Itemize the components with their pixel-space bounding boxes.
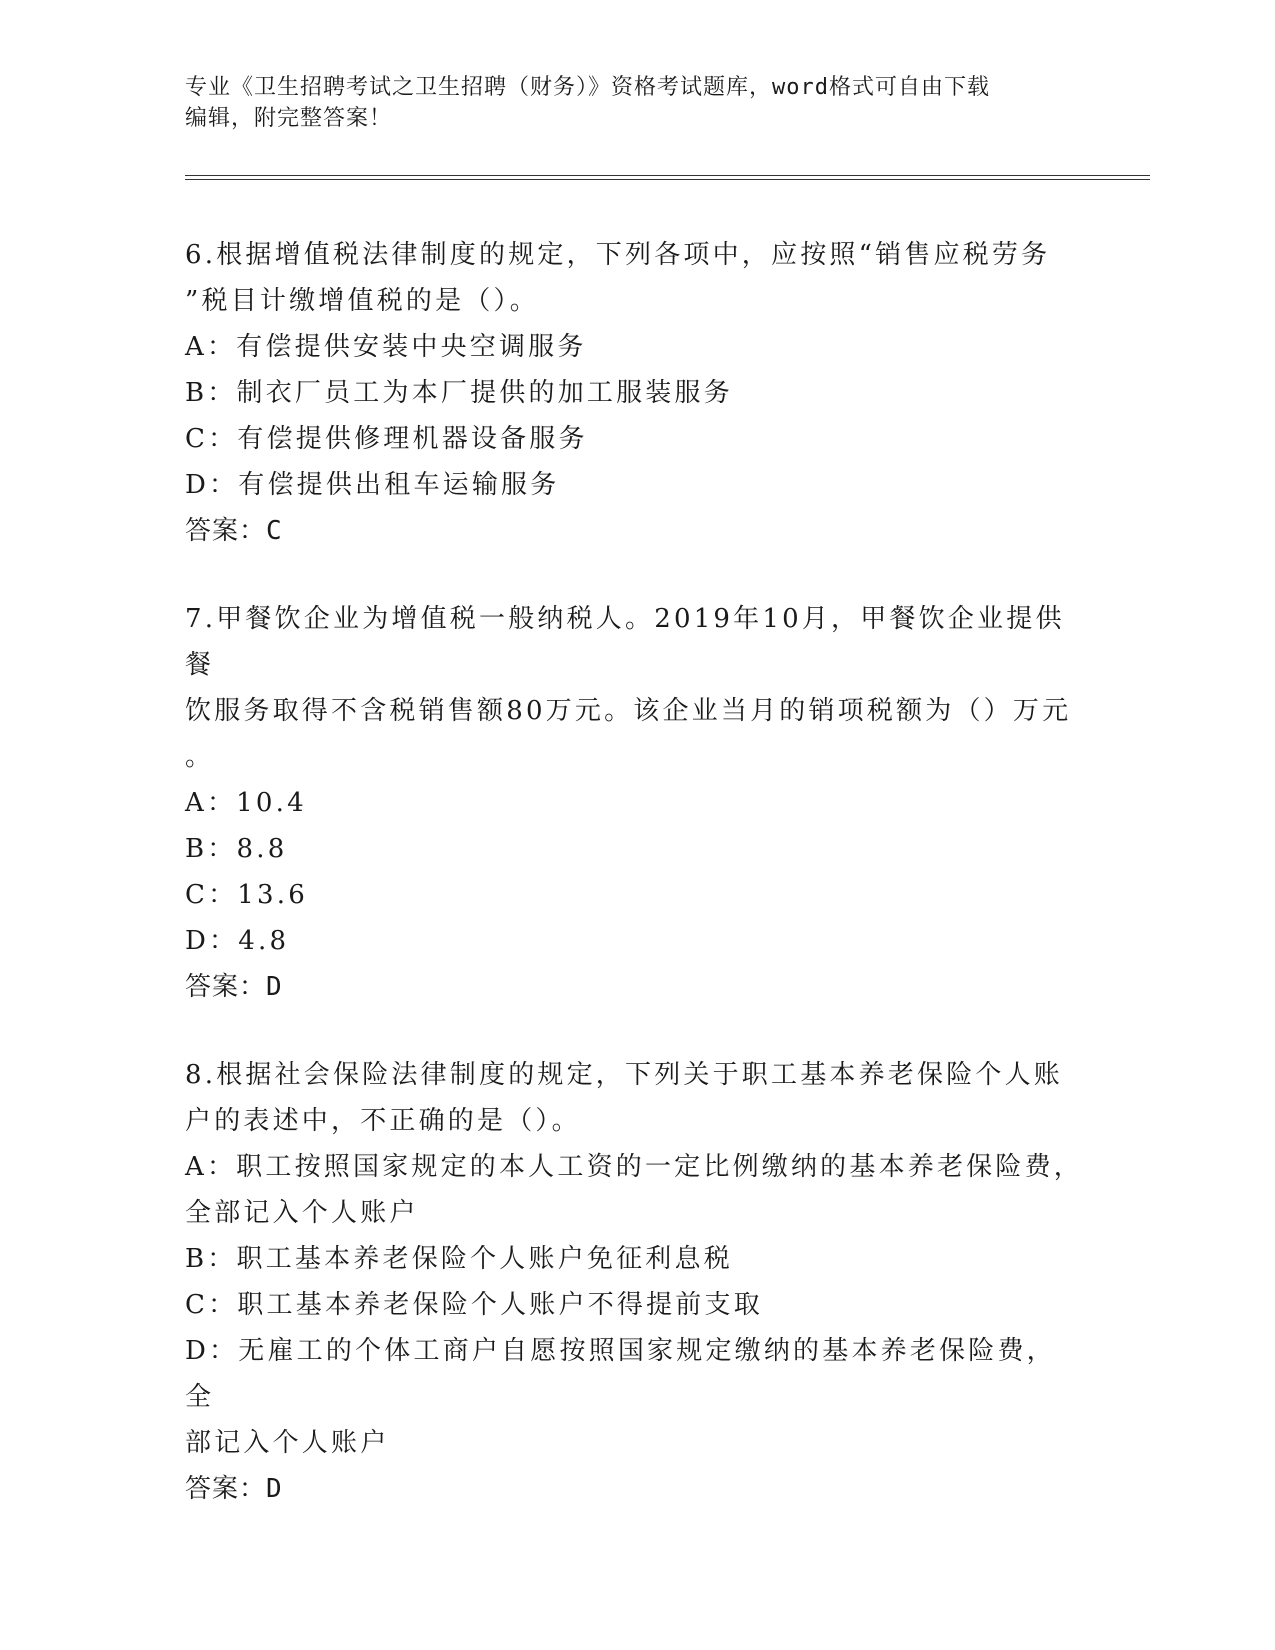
answer-value: C	[266, 516, 283, 546]
option-c: C：13.6	[185, 880, 308, 910]
option-d: D：4.8	[185, 926, 290, 956]
question-6	[185, 232, 1085, 554]
option-d: D：有偿提供出租车运输服务	[185, 470, 560, 500]
option-b: B：制衣厂员工为本厂提供的加工服装服务	[185, 378, 733, 408]
option-a: A：10.4	[185, 788, 307, 818]
answer-label: 答案：	[185, 972, 267, 1002]
answer-value: D	[266, 1474, 283, 1504]
question-list	[185, 232, 1085, 1554]
option-a: A：职工按照国家规定的本人工资的一定比例缴纳的基本养老保险费，	[185, 1152, 1083, 1182]
option-c: C：有偿提供修理机器设备服务	[185, 424, 588, 454]
option-d: D：无雇工的个体工商户自愿按照国家规定缴纳的基本养老保险费，全	[185, 1336, 1056, 1412]
answer-label: 答案：	[185, 516, 267, 546]
header-line-1: 专业《卫生招聘考试之卫生招聘（财务）》资格考试题库，word格式可自由下载	[185, 75, 990, 100]
document-header	[185, 72, 1085, 134]
question-stem-line: 7.甲餐饮企业为增值税一般纳税人。2019年10月，甲餐饮企业提供餐	[185, 604, 1065, 680]
option-b: B：职工基本养老保险个人账户免征利息税	[185, 1244, 733, 1274]
answer-line	[185, 964, 1085, 1010]
question-stem-line: 6.根据增值税法律制度的规定，下列各项中，应按照“销售应税劳务	[185, 240, 1051, 270]
option-b: B：8.8	[185, 834, 288, 864]
question-stem-line: ”税目计缴增值税的是（）。	[185, 286, 539, 316]
question-7	[185, 596, 1085, 1010]
question-stem-line: 饮服务取得不含税销售额80万元。该企业当月的销项税额为（）万元	[185, 696, 1072, 726]
answer-line	[185, 508, 1085, 554]
question-stem-line: 。	[185, 742, 215, 772]
header-double-rule	[185, 175, 1150, 180]
option-c: C：职工基本养老保险个人账户不得提前支取	[185, 1290, 763, 1320]
answer-label: 答案：	[185, 1474, 267, 1504]
answer-line	[185, 1466, 1085, 1512]
header-line-2: 编辑，附完整答案！	[185, 106, 393, 131]
option-a-continued: 全部记入个人账户	[185, 1198, 419, 1228]
option-a: A：有偿提供安装中央空调服务	[185, 332, 587, 362]
question-stem-line: 户的表述中，不正确的是（）。	[185, 1106, 581, 1136]
option-d-continued: 部记入个人账户	[185, 1428, 390, 1458]
question-8	[185, 1052, 1085, 1512]
answer-value: D	[266, 972, 283, 1002]
question-stem-line: 8.根据社会保险法律制度的规定，下列关于职工基本养老保险个人账	[185, 1060, 1064, 1090]
